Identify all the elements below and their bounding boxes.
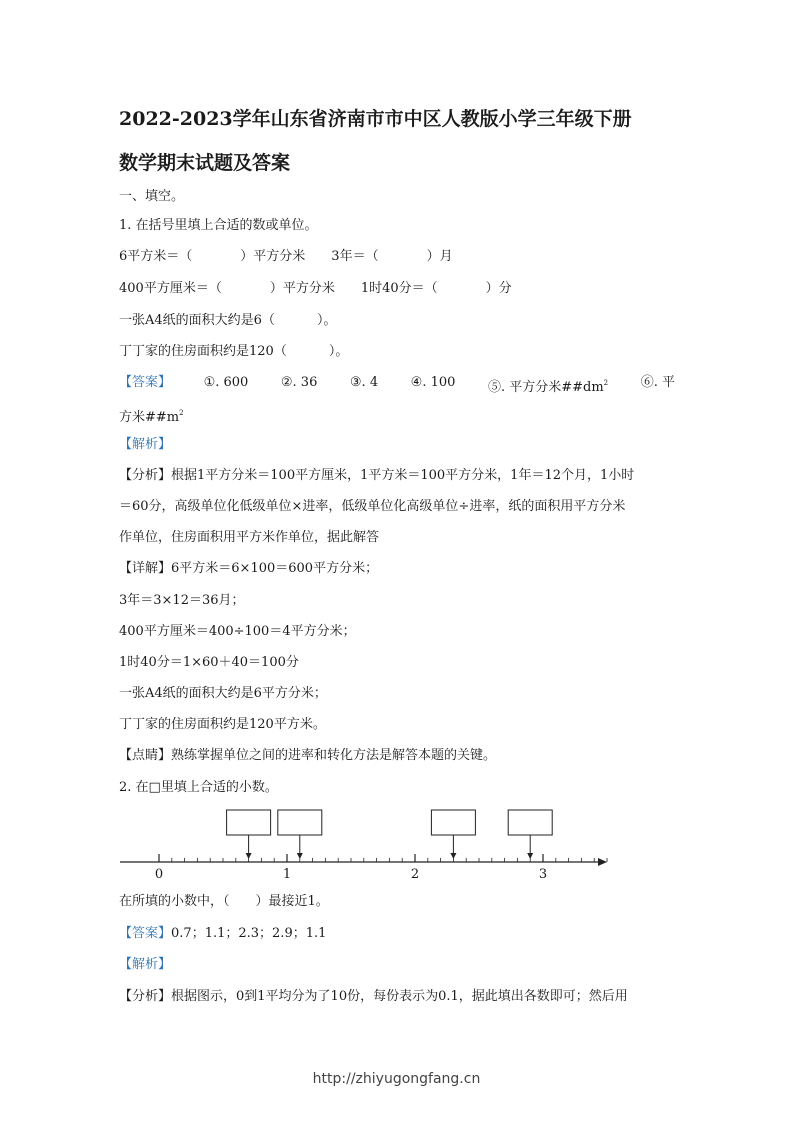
q1-answer-row — [119, 374, 675, 397]
q1-answer-cont-sup: 2 — [179, 409, 184, 417]
q2-analysis-label: 【解析】 — [119, 957, 172, 972]
q1-row4b: ）。 — [328, 344, 349, 359]
q1-answer-label: 【答案】 — [119, 375, 172, 390]
q2-answer-label: 【答案】 — [119, 926, 172, 941]
pointer-arrow-2 — [297, 853, 303, 859]
q1-xj3: 400平方厘米＝400÷100＝4平方分米； — [119, 624, 356, 639]
q1-xj6: 丁丁家的住房面积约是120平方米。 — [119, 717, 326, 732]
axis-label-3: 3 — [538, 867, 548, 882]
q1-row1a: 6平方米＝（ — [119, 249, 193, 264]
pointer-arrow-3 — [450, 853, 456, 859]
q1-row1 — [119, 248, 453, 266]
q1-dianjing-label: 【点睛】 — [119, 748, 172, 763]
footer-url: http://zhiyugongfang.cn — [312, 1071, 481, 1087]
q2-answer-text: 0.7；1.1；2.3；2.9；1.1 — [171, 926, 327, 941]
q1-answer-5-sup: 2 — [603, 379, 609, 387]
q1-row2d: ）分 — [485, 281, 512, 296]
number-line-answer-boxes — [227, 810, 553, 859]
answer-box-4 — [508, 810, 552, 835]
q1-xiangjie-line1 — [119, 560, 378, 578]
q1-fenxi-line2: ＝60分，高级单位化低级单位×进率，低级单位化高级单位÷进率，纸的面积用平方分米 — [119, 499, 626, 514]
q1-fenxi-line1 — [119, 467, 634, 485]
number-line-ticks — [159, 854, 607, 862]
q1-fenxi-text1: 根据1平方分米＝100平方厘米，1平方米＝100平方分米，1年＝12个月，1小时 — [171, 468, 635, 483]
q1-fenxi-label: 【分析】 — [119, 468, 172, 483]
q1-row1d: ）月 — [426, 249, 453, 264]
section-heading: 一、填空。 — [119, 189, 185, 204]
q1-prompt: 1. 在括号里填上合适的数或单位。 — [119, 218, 318, 233]
q1-answer-cont: 方米##m — [119, 410, 180, 425]
q1-row3b: ）。 — [316, 313, 337, 328]
q1-xj-text1: 6平方米＝6×100＝600平方分米； — [171, 561, 379, 576]
q2-question: 在所填的小数中，（ ）最接近1。 — [119, 894, 329, 909]
number-line-arrowhead — [598, 858, 607, 866]
q1-row2a: 400平方厘米＝（ — [119, 281, 222, 296]
pointer-arrow-4 — [527, 853, 533, 859]
q1-row2 — [119, 280, 512, 298]
q1-row3 — [119, 312, 336, 330]
answer-box-2 — [278, 810, 322, 835]
number-line-figure — [115, 806, 615, 884]
q1-answer-cont-row — [119, 404, 184, 427]
q1-row1c: 3年＝（ — [331, 249, 379, 264]
q1-xj4: 1时40分＝1×60＋40＝100分 — [119, 655, 299, 670]
doc-title-line2: 数学期末试题及答案 — [119, 152, 291, 174]
q1-analysis-label: 【解析】 — [119, 437, 172, 452]
q1-fenxi-line3: 作单位，住房面积用平方米作单位，据此解答 — [119, 530, 380, 545]
q1-dianjing-line — [119, 747, 496, 765]
q2-answer-line — [119, 925, 326, 943]
axis-label-0: 0 — [154, 867, 164, 882]
q1-xj5: 一张A4纸的面积大约是6平方分米； — [119, 686, 327, 701]
q1-xj2: 3年＝3×12＝36月； — [119, 593, 245, 608]
q1-answer-3: ③. 4 — [349, 375, 379, 390]
q1-dianjing-text: 熟练掌握单位之间的进率和转化方法是解答本题的关键。 — [171, 748, 497, 763]
axis-label-1: 1 — [282, 867, 292, 882]
q1-row2c: 1时40分＝（ — [360, 281, 438, 296]
q1-row4a: 丁丁家的住房面积约是120（ — [119, 344, 287, 359]
q1-answer-2: ②. 36 — [280, 375, 318, 390]
q1-row1b: ）平方分米 — [240, 249, 306, 264]
q1-answer-1: ①. 600 — [203, 375, 249, 390]
q1-answer-5-wrap — [488, 374, 608, 397]
q1-answer-5: ⑤. 平方分米##dm — [487, 380, 604, 395]
doc-title-line1: 2022-2023学年山东省济南市市中区人教版小学三年级下册 — [119, 108, 632, 130]
q2-fenxi-text1: 根据图示，0到1平均分为了10份，每份表示为0.1，据此填出各数即可；然后用 — [171, 989, 628, 1004]
q1-row4 — [119, 343, 348, 361]
q2-prompt: 2. 在□里填上合适的小数。 — [119, 780, 278, 795]
q1-row2b: ）平方分米 — [269, 281, 335, 296]
q1-answer-6: ⑥. 平 — [640, 375, 675, 390]
number-line-labels — [155, 867, 547, 882]
q1-row3a: 一张A4纸的面积大约是6（ — [119, 313, 275, 328]
q1-xiangjie-label: 【详解】 — [119, 561, 172, 576]
answer-box-3 — [431, 810, 475, 835]
answer-box-1 — [227, 810, 271, 835]
q2-fenxi-label: 【分析】 — [119, 989, 172, 1004]
q2-fenxi-line1 — [119, 988, 628, 1006]
pointer-arrow-1 — [246, 853, 252, 859]
q1-answer-4: ④. 100 — [410, 375, 456, 390]
axis-label-2: 2 — [410, 867, 420, 882]
